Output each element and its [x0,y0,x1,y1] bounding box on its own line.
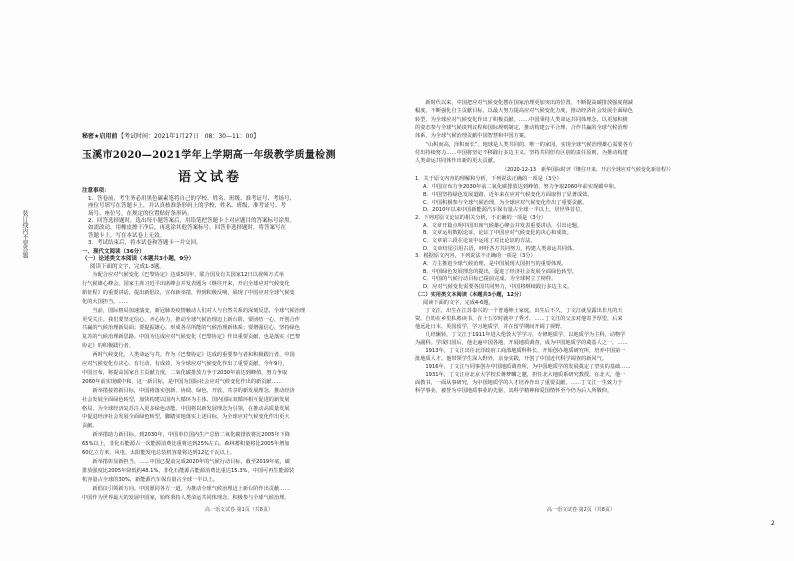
passage-line: 机容量占全球的30%，新能源汽车保有量占全球一半以上。 [82,476,219,483]
subject-title: 语文试卷 [178,170,243,185]
question-stem: 1．关于原文内容的理解和分析，下列说法正确的一项是（3分） [415,176,562,183]
passage-line: 中促进经济社会发展全面绿色转型，脚踏实地落实上述目标，为全球应对气候变化作出更大 [82,414,290,421]
passage-line: 两时气候变化，人类命运与共。作为《巴黎协定》达成的重要参与者和积极践行者，中国 [82,352,295,359]
subsection-heading: （一）论述类文本阅读（本题共3小题，9分） [82,256,195,262]
passage-line: 1913年，丁文江出任北洋政府工商部地质科科长，开始创办地质研究所，培养中国第一 [415,347,626,354]
passage-line: 行气候雄心峰会。国家主席习近平出席峰会并发表题为《继往开来，开启全球应对气候变化 [82,280,290,287]
passage-line: 为配合应对气候变化《巴黎协定》达成5周年，联合国及有关国家12日以视频方式举 [82,272,284,278]
passage-line: 新征程》的重要讲话，提出新倡议，宣布新举措，得到积极反响，展现了中国应对全球气候变 [82,289,295,296]
passage-line: 65%以上，非化石能源占一次能源消费比重将达到25%左右，森林蓄积量将比2005年增加 [82,441,290,448]
passage-line: 中国宣布，将提高国家自主贡献力度，二氧化碳排放力争于2030年前达到峰值，努力争取 [82,369,288,376]
question-option: B．中国坚持绿色发展道路，近年来在应对气候变化方面取得了显著成效。 [423,192,593,198]
passage-line: 人类命运共同体作出新的更大贡献。 [415,158,499,165]
notes-heading: 注意事项： [82,188,110,194]
passage-line: 复苏的气候治理新思路。中国为达成应对气候变化《巴黎协定》作出重要贡献，也是落实《巴黎 [82,334,300,341]
page-number: 2 [771,520,775,527]
passage-line: 新时代以来，中国把应对气候变化摆在国家治理更加突出的位置，不断提高碳排放强度削减 [415,100,633,106]
passage-line: 更受关注。我们要坚定信心，齐心协力，推动全球气候治理迈上新台阶，要团结一心，开创合作 [82,316,300,323]
passage-line: “山积而高，泽积而长”。地球是人类共同的、唯一的家园，实现全球气候治理雄心需要各方 [415,141,634,148]
note-item: 3．考试结束后，将本试卷和答题卡一并交回。 [88,239,202,246]
question-option: A．力主推进全球气候治理，是中国展现大国担当的重要体现。 [423,261,567,268]
note-item: 1．答卷前，考生务必用黑色碳素笔将自己的学校、姓名、班级、准考证号、考场号、 [88,196,296,202]
note-item: 答题卡上，写在本试卷上无效。 [88,232,166,239]
passage-line: 的姿态参与全球气候谈判议程和国际规则制定，推动构建公平合理、合作共赢的全球气候治理 [415,124,628,131]
passage-line: 中国作为世界最大的发展中国家，始终秉持人类命运共同体理念，积极参与全球气候治理。 [82,494,290,501]
question-option: B．中国绿色发展理念的提出，促进了经济社会发展全面绿色转型。 [423,268,577,275]
note-item: 2．回答选择题时，选出每小题答案后，用铅笔把答题卡上对应题目的答案标号涂黑。 [88,217,296,224]
passage-line: 批地质人才。他带领学生深入野外，亲身实践，开创了中国近代科学调查的新风气。 [415,355,607,362]
question-option: D．文章结尾引用古语，呼吁各方共同努力，构建人类命运共同体。 [423,245,578,252]
passage-line: 面教书，一面从事研究，为中国地质学的人才培养作出了重要贡献。……丁文江一生致力于 [415,379,623,386]
exam-title: 玉溪市2020—2021学年上学期高一年级教学质量检测 [82,150,336,161]
passage-line: 他远赴日本、英国留学，学习地质学，并在留学期间开阔了视野。 [415,323,566,330]
question-option: B．文章运用数据论证，论证了中国应对气候变化的决心和成效。 [423,230,572,237]
question-option: C．文章第三段在论证中运用了对比论证的方法。 [423,238,536,244]
passage-line: 1931年，丁文江应北京大学校长蒋梦麟之邀，担任北大地质系研究教授。在北大，他一 [415,371,626,378]
note-item: 座位号填写在答题卡上，并认真核准条形码上的学校、姓名、班级、准考证号、考 [88,203,287,210]
passage-line: 为副科。学成归国后，他走遍中国各地，开展地质调查，成为中国地质学的奠基人之一。…… [415,339,628,346]
reading-instruction: 阅读下面的文字，完成4-6题。 [423,299,494,306]
passage-line: 转型，为全球应对气候变化作出了积极贡献。……中国秉持人类命运共同体理念，以更加积极 [415,116,628,123]
question-stem: 3．根据原文内容，下列说法不正确的一项是（3分） [415,253,536,260]
passage-line: 新倡议引领新方向。中国愿同各方一道，为推动全球气候治理迈上新台阶作出贡献…… [82,485,290,492]
passage-line: 资。自幼在乡里私塾读书，在十五岁时就中了秀才。……丁文江的父亲对他寄予厚望，后来 [415,315,623,322]
note-item: 场号、座位号，在规定的位置贴好条形码。 [88,210,193,217]
right-page [397,0,794,561]
passage-line: 排放强度比2005年降低约48.1%，非化石能源占能源消费比重达15.3%，中国可再生能源装 [82,467,295,474]
passage-line: 1916年，丁文江与同事创办中国地质调查所，为中国地质学的发展奠定了坚实的基础…… [415,363,631,370]
question-option: C．中国的气候行动目标已提前完成，为全球树立了榜样。 [423,276,557,283]
question-stem: 2．下列对原文论证的相关分析，不正确的一项是（3分） [415,214,547,221]
subsection-heading: （二）实用类文本阅读（本题共3小题，12分） [415,291,525,298]
passage-line: 几经辗转，丁文江于1911年进入伦敦大学学习，专修地质学，以地质学为主科，动物学 [415,331,626,338]
passage-line: 新举措接着新目标，中国将落实创新、协调、绿色、开放、共享的新发展理念，推动经济 [82,387,295,394]
passage-line: 共赢的气候治理新局面；要提振雄心，形成各尽所能的气候治理新体系；要增强信心，坚持绿色 [82,325,300,332]
passage-line: 付出持续努力……中国将坚定不移践行多边主义，坚持共同但有区别的责任原则，为推动构建 [415,149,628,156]
passage-line: 应对气候变化有决心、有行动、有成效，为全球应对气候变化作出了重要贡献。今年9月， [82,361,288,367]
passage-line: 贡献。 [82,423,98,430]
passage-line: 新举措助力新目标。到2030年，中国单位国内生产总值二氧化碳排放将比2005年下降 [82,432,290,439]
passage-line: 幅度，不断强化自主贡献目标，以最大努力提高应对气候变化力度，推动经济社会发展全面绿色 [415,108,633,115]
passage-line: 化的大国担当。…… [82,298,129,305]
question-option: D．应对气候变化需要各国共同努力，中国将继续践行多边主义。 [423,284,573,290]
question-option: D．2010年以来中国新能源汽车保有量占全球一半以上，居世界首位。 [423,207,586,214]
passage-line: 当前，国际格局加速演变，新冠肺炎疫情触动人们对人与自然关系的深刻反思，全球气候治理 [82,307,306,314]
page-footer: 高一语文试卷·第1页（共8页） [205,507,273,513]
passage-line: 丁文江，出生在江苏泰兴的一个普通绅士家庭，出生后不久，丁文江就显露出非凡的天 [415,307,623,314]
reading-instruction: 阅读下面的文字，完成1-3题。 [90,264,165,270]
passage-line: 格局，为全球经济复苏注入更多绿色动能。中国将以新发展理念为引领，在推动高质量发展 [82,405,290,412]
question-option: A．中国宣布力争2030年前二氧化碳排放达到峰值，努力争取2060年前实现碳中和。 [423,184,619,191]
note-item: 如需改动，用橡皮擦干净后，再选涂其他答案标号。回答非选择题时，将答案写在 [88,225,287,232]
section-heading: 一、现代文阅读（36分） [82,249,145,255]
passage-line: 协定》的积极践行者。 [82,343,134,350]
passage-line: 60亿立方米，风电、太阳能发电总装机容量将达到12亿千瓦以上。 [82,450,236,456]
binding-label: 装订线内不要答题 [21,210,28,258]
question-option: C．中国积极参与全球气候治理，为全球应对气候变化作出了重要贡献。 [423,199,588,206]
question-option: A．文章开篇点明中国出席气候雄心峰会并发表重要讲话，引出论题。 [423,222,583,229]
secret-mark: 秘密★启用前 [82,133,118,140]
passage-line: 2060年前实现碳中和。这一新目标，是中国为国际社会应对气候变化作出的新贡献…… [82,378,282,385]
page-footer: 高一语文试卷·第2页（共8页） [547,507,615,513]
passage-line: 新举措彰显新担当。……中国已提前完成2020年的气候行动目标，截至2019年底，碳 [82,458,290,465]
passage-line: 社会发展全面绿色转型，加快构建以国内大循环为主体、国内国际双循环相互促进的新发展 [82,396,290,403]
passage-line: 体系，为全球气候治理贡献中国智慧和中国方案。 [415,133,530,140]
exam-time: 【考试时间：2021年1月27日 08：30—11：00】 [118,133,260,140]
source-citation: （2020-12-13 新华国际时评《继往开来，开启全球应对气候变化新征程》） [502,167,674,174]
passage-line: 科学事业，被誉为中国地质事业的先驱，其科学精神和爱国情怀至今仍为后人所敬仰。 [415,387,613,394]
